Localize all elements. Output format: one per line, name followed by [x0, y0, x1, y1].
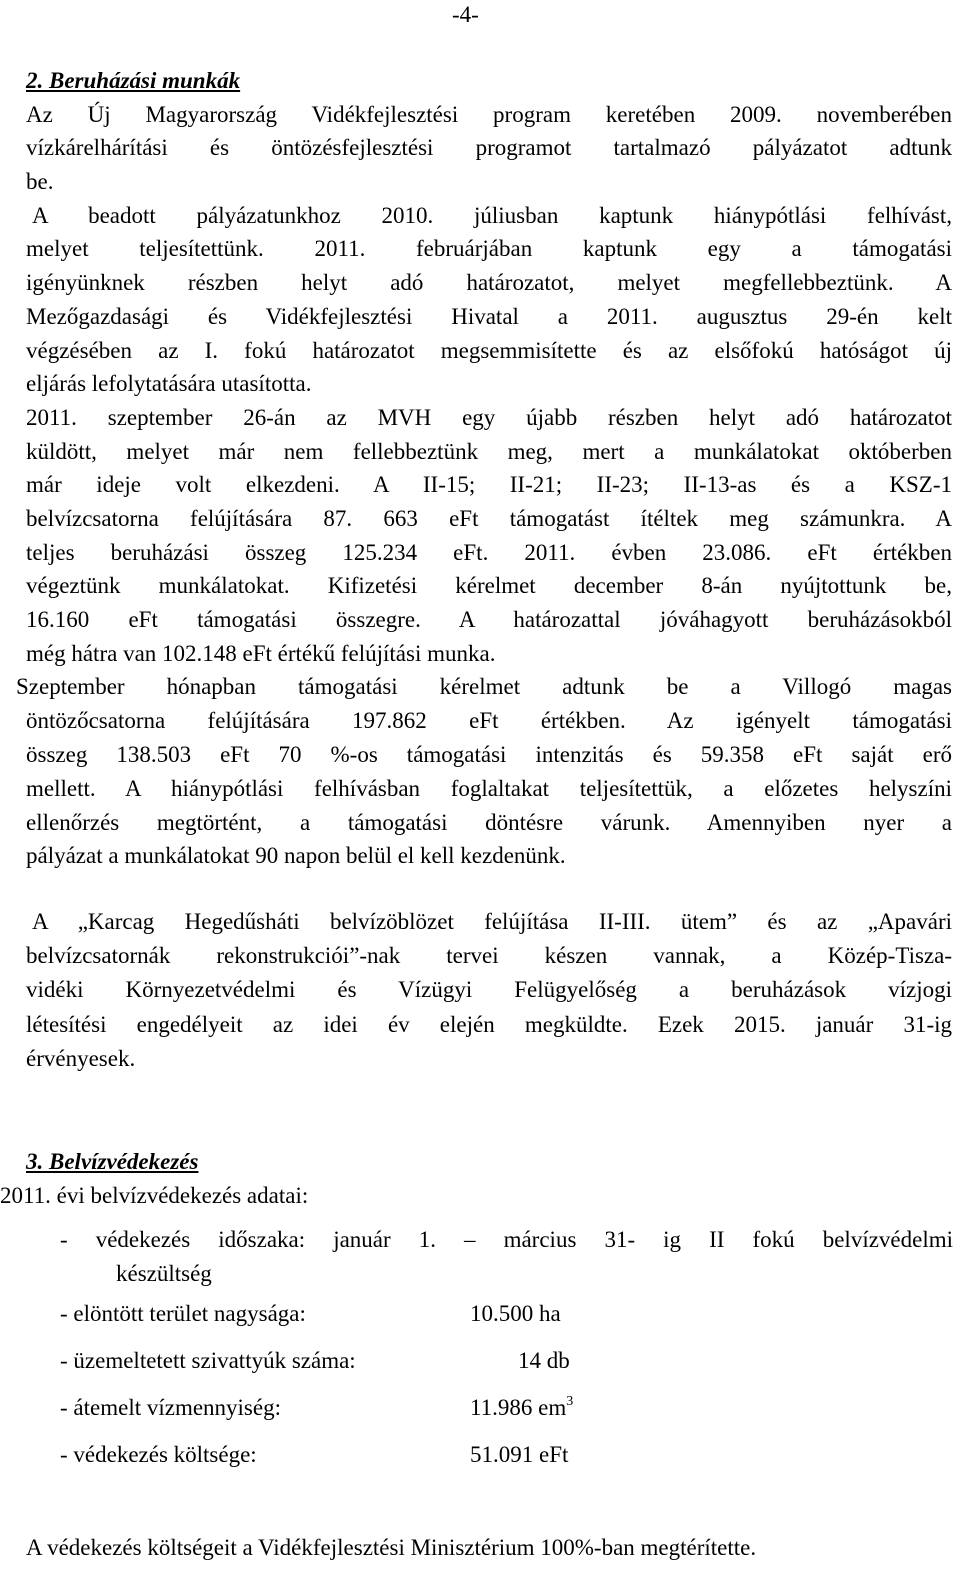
paragraph-line: belvízcsatornák rekonstrukciói”-nak tervei készen vannak, a Közép-Tisza-: [26, 943, 952, 969]
page-number: -4-: [452, 2, 479, 27]
paragraph-line: végeztünk munkálatokat. Kifizetési kérelmet december 8-án nyújtottunk be,: [26, 573, 952, 599]
paragraph-line: Az Új Magyarország Vidékfejlesztési program keretében 2009. novemberében: [26, 101, 952, 127]
paragraph-line: létesítési engedélyeit az idei év elején megküldte. Ezek 2015. január 31-ig: [26, 1011, 952, 1037]
paragraph-karcag: [26, 905, 952, 1076]
data-item-label: - elöntött terület nagysága:: [60, 1301, 306, 1326]
paragraph-line: 16.160 eFt támogatási összegre. A határozattal jóváhagyott beruházásokból: [26, 607, 952, 632]
footer-note: A védekezés költségeit a Vidékfejlesztési Minisztérium 100%-ban megtérítette.: [26, 1535, 757, 1560]
data-item-value-text: 11.986 em: [470, 1395, 567, 1420]
defense-period-line: - védekezés időszaka: január 1. – március 31- ig II fokú belvízvédelmi: [60, 1227, 953, 1252]
paragraph-line: eljárás lefolytatására utasította.: [26, 371, 312, 397]
paragraph-line: igényünknek részben helyt adó határozatot, melyet megfellebbeztünk. A: [26, 270, 952, 296]
paragraph-line: Szeptember hónapban támogatási kérelmet adtunk be a Villogó magas: [16, 674, 952, 699]
paragraph-line: mellett. A hiánypótlási felhívásban foglaltakat teljesítettük, a előzetes helyszíni: [26, 775, 952, 801]
paragraph-line: teljes beruházási összeg 125.234 eFt. 2011. évben 23.086. eFt értékben: [26, 539, 952, 565]
paragraph-line: A „Karcag Hegedűsháti belvízöblözet felújítása II-III. ütem” és az „Apavári: [32, 909, 952, 934]
paragraph-line: érvényesek.: [26, 1045, 136, 1071]
data-item-label: - védekezés költsége:: [60, 1442, 257, 1467]
data-item-value: [470, 1395, 573, 1421]
superscript: 3: [566, 1394, 574, 1409]
data-item-value: 51.091 eFt: [470, 1442, 569, 1467]
paragraph-line: Mezőgazdasági és Vidékfejlesztési Hivatal a 2011. augusztus 29-én kelt: [26, 303, 952, 329]
paragraph-line: 2011. szeptember 26-án az MVH egy újabb részben helyt adó határozatot: [26, 404, 952, 430]
paragraph-line: ellenőrzés megtörtént, a támogatási döntésre várunk. Amennyiben nyer a: [26, 809, 952, 835]
paragraph-line: már ideje volt elkezdeni. A II-15; II-21; II-23; II-13-as és a KSZ-1: [26, 472, 952, 498]
section-2-investments: [26, 64, 952, 670]
section-2-heading: 2. Beruházási munkák: [26, 68, 241, 93]
paragraph-line: melyet teljesítettünk. 2011. februárjában kaptunk egy a támogatási: [26, 236, 952, 262]
paragraph-line: vidéki Környezetvédelmi és Vízügyi Felügyelőség a beruházások vízjogi: [26, 977, 952, 1003]
paragraph-line: A beadott pályázatunkhoz 2010. júliusban kaptunk hiánypótlási felhívást,: [32, 202, 952, 228]
paragraph-line: összeg 138.503 eFt 70 %-os támogatási intenzitás és 59.358 eFt saját erő: [26, 741, 952, 767]
paragraph-line: még hátra van 102.148 eFt értékű felújítási munka.: [26, 640, 496, 666]
data-item-value: 14 db: [518, 1348, 570, 1373]
section-3-intro: 2011. évi belvízvédekezés adatai:: [0, 1183, 309, 1208]
paragraph-line: öntözőcsatorna felújítására 197.862 eFt értékben. Az igényelt támogatási: [26, 707, 952, 733]
section-3-heading: 3. Belvízvédekezés: [26, 1149, 199, 1174]
paragraph-line: belvízcsatorna felújítására 87. 663 eFt támogatást ítéltek meg számunkra. A: [26, 505, 952, 531]
data-item-label: - átemelt vízmennyiség:: [60, 1395, 281, 1420]
paragraph-line: vízkárelhárítási és öntözésfejlesztési programot tartalmazó pályázatot adtunk: [26, 135, 952, 161]
data-item-value: 10.500 ha: [470, 1301, 561, 1326]
data-item-label: - üzemeltetett szivattyúk száma:: [60, 1348, 356, 1373]
section-3-flood-defense: [0, 1145, 960, 1467]
paragraph-line: küldött, melyet már nem fellebbeztünk meg, mert a munkálatokat októberben: [26, 438, 952, 464]
paragraph-line: be.: [26, 169, 54, 195]
paragraph-line: pályázat a munkálatokat 90 napon belül el kell kezdenünk.: [26, 843, 566, 869]
paragraph-villogo: [16, 670, 952, 873]
defense-period-line: készültség: [116, 1261, 212, 1286]
paragraph-line: végzésében az I. fokú határozatot megsemmisítette és az elsőfokú hatóságot új: [26, 337, 952, 363]
defense-period: [60, 1223, 953, 1291]
